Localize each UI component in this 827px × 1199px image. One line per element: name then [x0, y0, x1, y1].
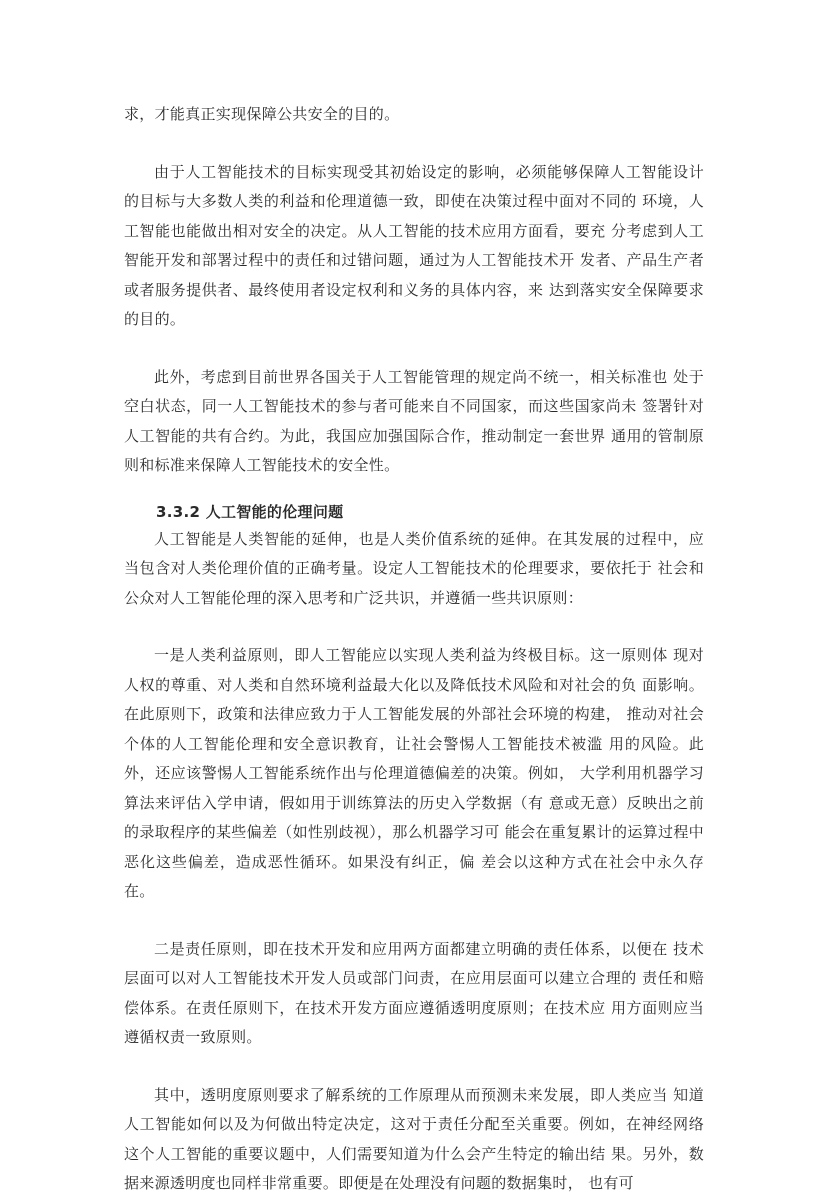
section-heading: 3.3.2 人工智能的伦理问题 [156, 502, 344, 521]
paragraph-international: 此外，考虑到目前世界各国关于人工智能管理的规定尚不统一，相关标准也 处于空白状态，同一人工智能技术的参与者可能来自不同国家，而这些国家尚未 签署针对人工智能的共有合约。为此，我国应加强国际合作，推动制定一套世界 通用的管制原则和标准来保障人工智能技术的安全性。 [124, 367, 704, 474]
paragraph-transparency: 其中，透明度原则要求了解系统的工作原理从而预测未来发展，即人类应当 知道人工智能如何以及为何做出特定决定，这对于责任分配至关重要。例如，在神经网络这个人工智能的重要议题中，人们需要知道为什么会产生特定的输出结 果。另外，数据来源透明度也同样非常重要。即便是在处理没有问题的数据集时， 也有可 [124, 1085, 704, 1192]
body-text [124, 100, 704, 1199]
paragraph-principle-human-interest: 一是人类利益原则，即人工智能应以实现人类利益为终极目标。这一原则体 现对人权的尊重、对人类和自然环境利益最大化以及降低技术风险和对社会的负 面影响。在此原则下，政策和法律应致力于人工智能发展的外部社会环境的构建， 推动对社会个体的人工智能伦理和安全意识教育，让社会警惕人工智能技术被滥 用的风险。此外，还应该警惕人工智能系统作出与伦理道德偏差的决策。例如， 大学利用机器学习算法来评估入学申请，假如用于训练算法的历史入学数据（有 意或无意）反映出之前的录取程序的某些偏差（如性别歧视），那么机器学习可 能会在重复累计的运算过程中恶化这些偏差，造成恶性循环。如果没有纠正，偏 差会以这种方式在社会中永久存在。 [124, 646, 704, 900]
paragraph-principle-responsibility: 二是责任原则，即在技术开发和应用两方面都建立明确的责任体系，以便在 技术层面可以对人工智能技术开发人员或部门问责，在应用层面可以建立合理的 责任和赔偿体系。在责任原则下，在技术开发方面应遵循透明度原则；在技术应 用方面则应当遵循权责一致原则。 [124, 939, 704, 1046]
paragraph-continued: 求，才能真正实现保障公共安全的目的。 [124, 105, 400, 123]
paragraph-safety-goal: 由于人工智能技术的目标实现受其初始设定的影响，必须能够保障人工智能设计的目标与大多数人类的利益和伦理道德一致，即使在决策过程中面对不同的 环境，人工智能也能做出相对安全的决定。从人工智能的技术应用方面看，要充 分考虑到人工智能开发和部署过程中的责任和过错问题，通过为人工智能技术开 发者、产品生产者或者服务提供者、最终使用者设定权利和义务的具体内容，来 达到落实安全保障要求的目的。 [124, 162, 704, 328]
paragraph-ethics-intro: 人工智能是人类智能的延伸，也是人类价值系统的延伸。在其发展的过程中，应当包含对人类伦理价值的正确考量。设定人工智能技术的伦理要求，要依托于 社会和公众对人工智能伦理的深入思考和广泛共识，并遵循一些共识原则： [124, 529, 704, 607]
